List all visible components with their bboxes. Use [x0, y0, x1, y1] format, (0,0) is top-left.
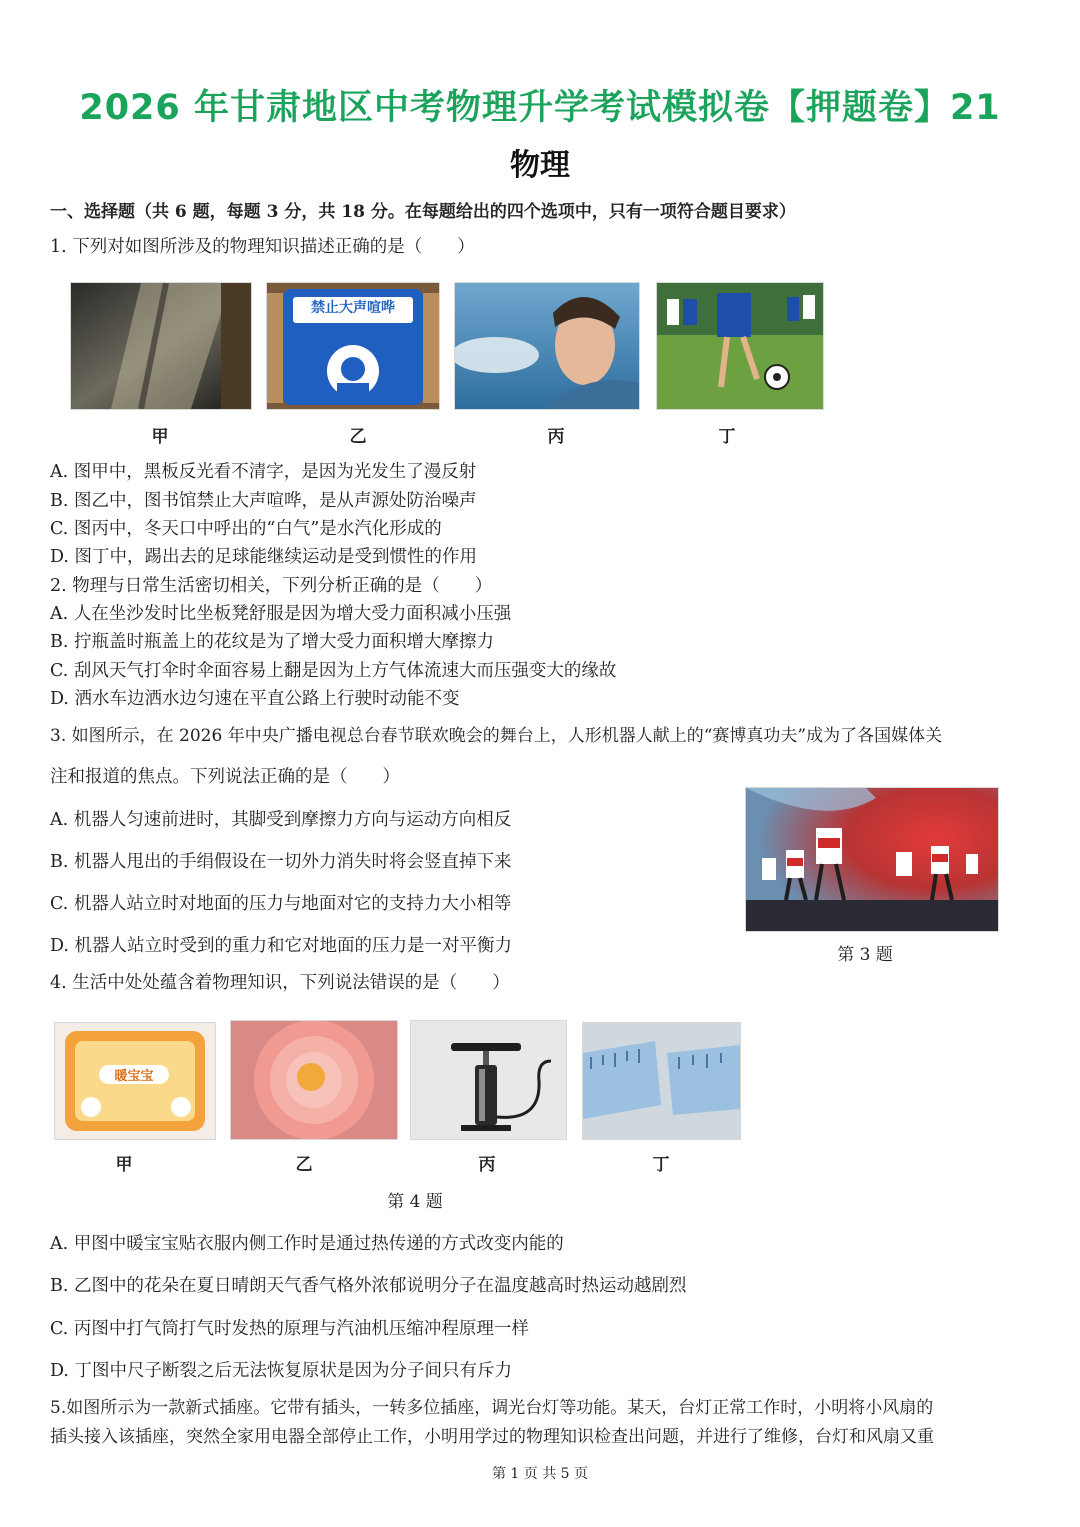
q1-caption-ding: 丁 — [718, 427, 736, 447]
q1-caption-bing: 丙 — [547, 427, 565, 447]
q4-figure-flower — [230, 1020, 398, 1140]
q1-option-d: D. 图丁中，踢出去的足球能继续运动是受到惯性的作用 — [50, 547, 478, 567]
q4-caption-ding: 丁 — [652, 1155, 670, 1175]
q3-stem-line2: 注和报道的焦点。下列说法正确的是（ ） — [50, 767, 400, 787]
subject-title: 物理 — [510, 148, 570, 183]
q4-option-d: D. 丁图中尺子断裂之后无法恢复原状是因为分子间只有斥力 — [50, 1361, 513, 1381]
q5-line2: 插头接入该插座，突然全家用电器全部停止工作，小明用学过的物理知识检查出问题，并进行了维修，台灯和风扇又重 — [50, 1427, 934, 1447]
pack-text: 暖宝宝 — [99, 1065, 169, 1084]
q4-option-b: B. 乙图中的花朵在夏日晴朗天气香气格外浓郁说明分子在温度越高时热运动越剧烈 — [50, 1276, 687, 1296]
q3-option-a: A. 机器人匀速前进时，其脚受到摩擦力方向与运动方向相反 — [50, 810, 512, 830]
q4-option-a: A. 甲图中暖宝宝贴衣服内侧工作时是通过热传递的方式改变内能的 — [50, 1234, 564, 1254]
q3-stem-line1: 3. 如图所示，在 2026 年中央广播电视总台春节联欢晚会的舞台上，人形机器人献上的“赛博真功夫”成为了各国媒体关 — [50, 726, 943, 746]
page-number: 第 1 页 共 5 页 — [491, 1466, 589, 1482]
q4-figure-heat-pack — [54, 1022, 216, 1140]
q3-figure-robots — [745, 787, 999, 932]
q1-caption-jia: 甲 — [151, 427, 169, 447]
q2-option-b: B. 拧瓶盖时瓶盖上的花纹是为了增大受力面积增大摩擦力 — [50, 632, 494, 652]
q2-option-d: D. 洒水车边洒水边匀速在平直公路上行驶时动能不变 — [50, 689, 460, 709]
q2-option-a: A. 人在坐沙发时比坐板凳舒服是因为增大受力面积减小压强 — [50, 604, 512, 624]
q1-option-a: A. 图甲中，黑板反光看不清字，是因为光发生了漫反射 — [50, 462, 477, 482]
q4-figure-pump — [410, 1020, 567, 1140]
q2-stem: 2. 物理与日常生活密切相关，下列分析正确的是（ ） — [50, 576, 493, 596]
q2-option-c: C. 刮风天气打伞时伞面容易上翻是因为上方气体流速大而压强变大的缘故 — [50, 661, 617, 681]
section-heading: 一、选择题（共 6 题，每题 3 分，共 18 分。在每题给出的四个选项中，只有一项符合题目要求） — [50, 202, 796, 222]
q1-figure-blackboard — [70, 282, 252, 410]
q5-line1: 5.如图所示为一款新式插座。它带有插头，一转多位插座，调光台灯等功能。某天，台灯正常工作时，小明将小风扇的 — [50, 1398, 934, 1418]
q4-caption-bing: 丙 — [478, 1155, 496, 1175]
q3-option-b: B. 机器人甩出的手绢假设在一切外力消失时将会竖直掉下来 — [50, 852, 512, 872]
q4-option-c: C. 丙图中打气筒打气时发热的原理与汽油机压缩冲程原理一样 — [50, 1319, 529, 1339]
q1-option-c: C. 图丙中，冬天口中呼出的“白气”是水汽化形成的 — [50, 519, 442, 539]
q1-caption-yi: 乙 — [349, 427, 367, 447]
q4-caption-jia: 甲 — [115, 1155, 133, 1175]
q1-stem: 1. 下列对如图所涉及的物理知识描述正确的是（ ） — [50, 237, 475, 257]
q4-stem: 4. 生活中处处蕴含着物理知识，下列说法错误的是（ ） — [50, 973, 510, 993]
q4-caption-yi: 乙 — [295, 1155, 313, 1175]
q1-option-b: B. 图乙中，图书馆禁止大声喧哗，是从声源处防治噪声 — [50, 491, 477, 511]
q1-figure-breath — [454, 282, 640, 410]
exam-title: 2026 年甘肃地区中考物理升学考试模拟卷【押题卷】21 — [79, 88, 1001, 128]
q3-option-d: D. 机器人站立时受到的重力和它对地面的压力是一对平衡力 — [50, 936, 513, 956]
sign-text: 禁止大声喧哗 — [311, 300, 395, 316]
q3-figure-caption: 第 3 题 — [837, 945, 893, 965]
q4-figure-caption: 第 4 题 — [387, 1192, 443, 1212]
q1-figure-library-sign — [266, 282, 440, 410]
q3-option-c: C. 机器人站立时对地面的压力与地面对它的支持力大小相等 — [50, 894, 512, 914]
q4-figure-ruler — [582, 1022, 741, 1140]
q1-figure-football — [656, 282, 824, 410]
